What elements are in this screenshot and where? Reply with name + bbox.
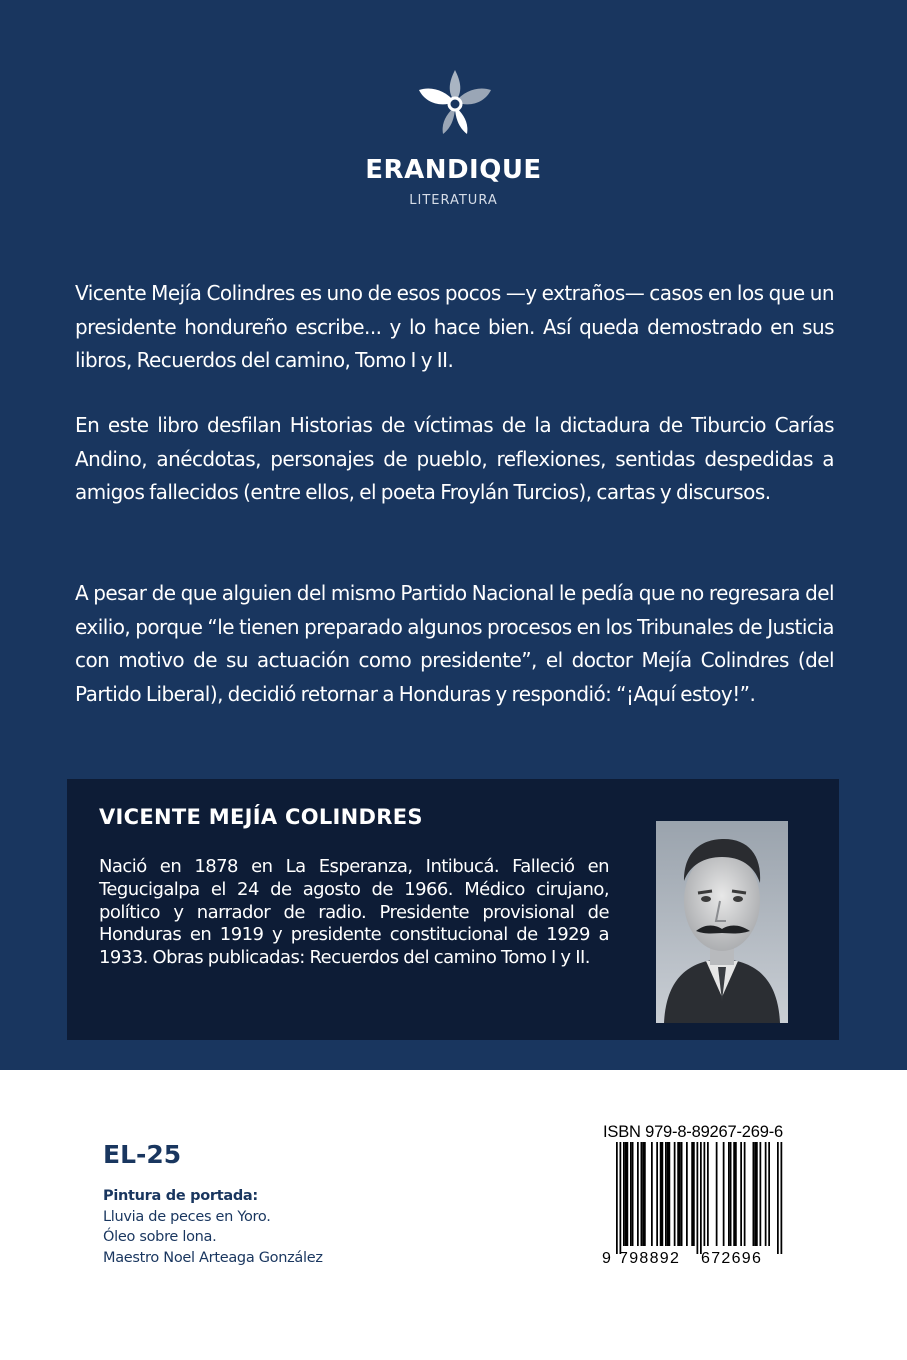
author-portrait bbox=[656, 821, 788, 1023]
barcode-bar bbox=[700, 1142, 702, 1254]
barcode-bar bbox=[620, 1142, 622, 1254]
barcode-bar bbox=[728, 1142, 730, 1246]
barcode-bar bbox=[644, 1142, 646, 1246]
barcode-bar bbox=[735, 1142, 737, 1246]
barcode-bar bbox=[768, 1142, 770, 1246]
author-box bbox=[67, 779, 839, 1040]
barcode-bar bbox=[686, 1142, 688, 1246]
barcode-digit-first: 9 bbox=[602, 1250, 611, 1266]
barcode-bar bbox=[642, 1142, 644, 1246]
barcode-bar bbox=[730, 1142, 732, 1246]
blurb-paragraph: A pesar de que alguien del mismo Partido Nacional le pedía que no regresara del exilio, porque “le tienen preparado algunos procesos en los Tribunales de Justicia con motivo de su actuación como presidente”, el doctor Mejía Colindres (del Partido Liberal), decidió retornar a Honduras y respondió: “¡Aquí estoy!”. bbox=[75, 581, 834, 706]
barcode-bar bbox=[669, 1142, 671, 1246]
barcode-bar bbox=[697, 1142, 699, 1254]
collection-code: EL-25 bbox=[103, 1140, 182, 1169]
barcode-digits-right: 672696 bbox=[701, 1250, 763, 1266]
isbn-label: ISBN 979-8-89267-269-6 bbox=[603, 1123, 783, 1141]
author-name: VICENTE MEJÍA COLINDRES bbox=[99, 805, 423, 829]
publisher-tagline: LITERATURA bbox=[409, 193, 498, 208]
barcode-bar bbox=[723, 1142, 725, 1246]
barcode-bar bbox=[632, 1142, 634, 1246]
barcode-bar bbox=[623, 1142, 625, 1246]
barcode-bar bbox=[765, 1142, 767, 1246]
barcode-bar bbox=[760, 1142, 762, 1246]
barcode-bar bbox=[679, 1142, 681, 1246]
barcode-bar bbox=[691, 1142, 693, 1246]
cover-credit-heading: Pintura de portada: bbox=[103, 1188, 258, 1204]
barcode-bar bbox=[674, 1142, 676, 1246]
author-bio: Nació en 1878 en La Esperanza, Intibucá. Falleció en Tegucigalpa el 24 de agosto de 1966. Médico cirujano, político y narrador de radio. Presidente provisional de Honduras en 1919 y presidente constitucional de 1929 a 1933. Obras publicadas: Recuerdos del camino Tomo I y II. bbox=[99, 856, 609, 969]
barcode-bar bbox=[660, 1142, 662, 1246]
barcode-bar bbox=[693, 1142, 695, 1246]
barcode-bar bbox=[677, 1142, 679, 1246]
blurb-paragraph: En este libro desfilan Historias de víctimas de la dictadura de Tiburcio Carías Andino, anécdotas, personajes de pueblo, reflexiones, sentidas despedidas a amigos fallecidos (entre ellos, el poeta Froylán Turcios), cartas y discursos. bbox=[75, 413, 834, 504]
isbn-barcode bbox=[600, 1142, 785, 1266]
barcode-bar bbox=[662, 1142, 664, 1246]
barcode-bar bbox=[637, 1142, 639, 1246]
publisher-name: ERANDIQUE bbox=[365, 155, 542, 185]
barcode-bar bbox=[625, 1142, 627, 1246]
barcode-bar bbox=[616, 1142, 618, 1254]
barcode-bar bbox=[756, 1142, 758, 1246]
barcode-bar bbox=[777, 1142, 779, 1254]
barcode-bar bbox=[630, 1142, 632, 1246]
barcode-bar bbox=[665, 1142, 667, 1246]
cover-credit-line: Lluvia de peces en Yoro. bbox=[103, 1208, 271, 1225]
barcode-digits-left: 798892 bbox=[619, 1250, 681, 1266]
barcode-bar bbox=[740, 1142, 742, 1246]
cover-credit-line: Maestro Noel Arteaga González bbox=[103, 1249, 323, 1266]
flower-logo-icon bbox=[405, 62, 505, 152]
barcode-bar bbox=[707, 1142, 709, 1246]
barcode-bar bbox=[681, 1142, 683, 1246]
barcode-bar bbox=[667, 1142, 669, 1246]
barcode-bar bbox=[651, 1142, 653, 1246]
barcode-bar bbox=[641, 1142, 643, 1246]
barcode-bar bbox=[754, 1142, 756, 1246]
cover-credits bbox=[103, 1186, 323, 1268]
barcode-bar bbox=[627, 1142, 629, 1246]
barcode-bar bbox=[753, 1142, 755, 1246]
barcode-bar bbox=[704, 1142, 706, 1246]
barcode-bar bbox=[656, 1142, 658, 1246]
barcode-bar bbox=[733, 1142, 735, 1246]
cover-credit-line: Óleo sobre lona. bbox=[103, 1229, 217, 1245]
blurb-paragraph: Vicente Mejía Colindres es uno de esos pocos —y extraños— casos en los que un presidente hondureño escribe... y lo hace bien. Así queda demostrado en sus libros, Recuerdos del camino, Tomo I y II. bbox=[75, 281, 834, 372]
barcode-bar bbox=[744, 1142, 746, 1246]
barcode-bar bbox=[716, 1142, 718, 1246]
barcode-bar bbox=[781, 1142, 783, 1254]
